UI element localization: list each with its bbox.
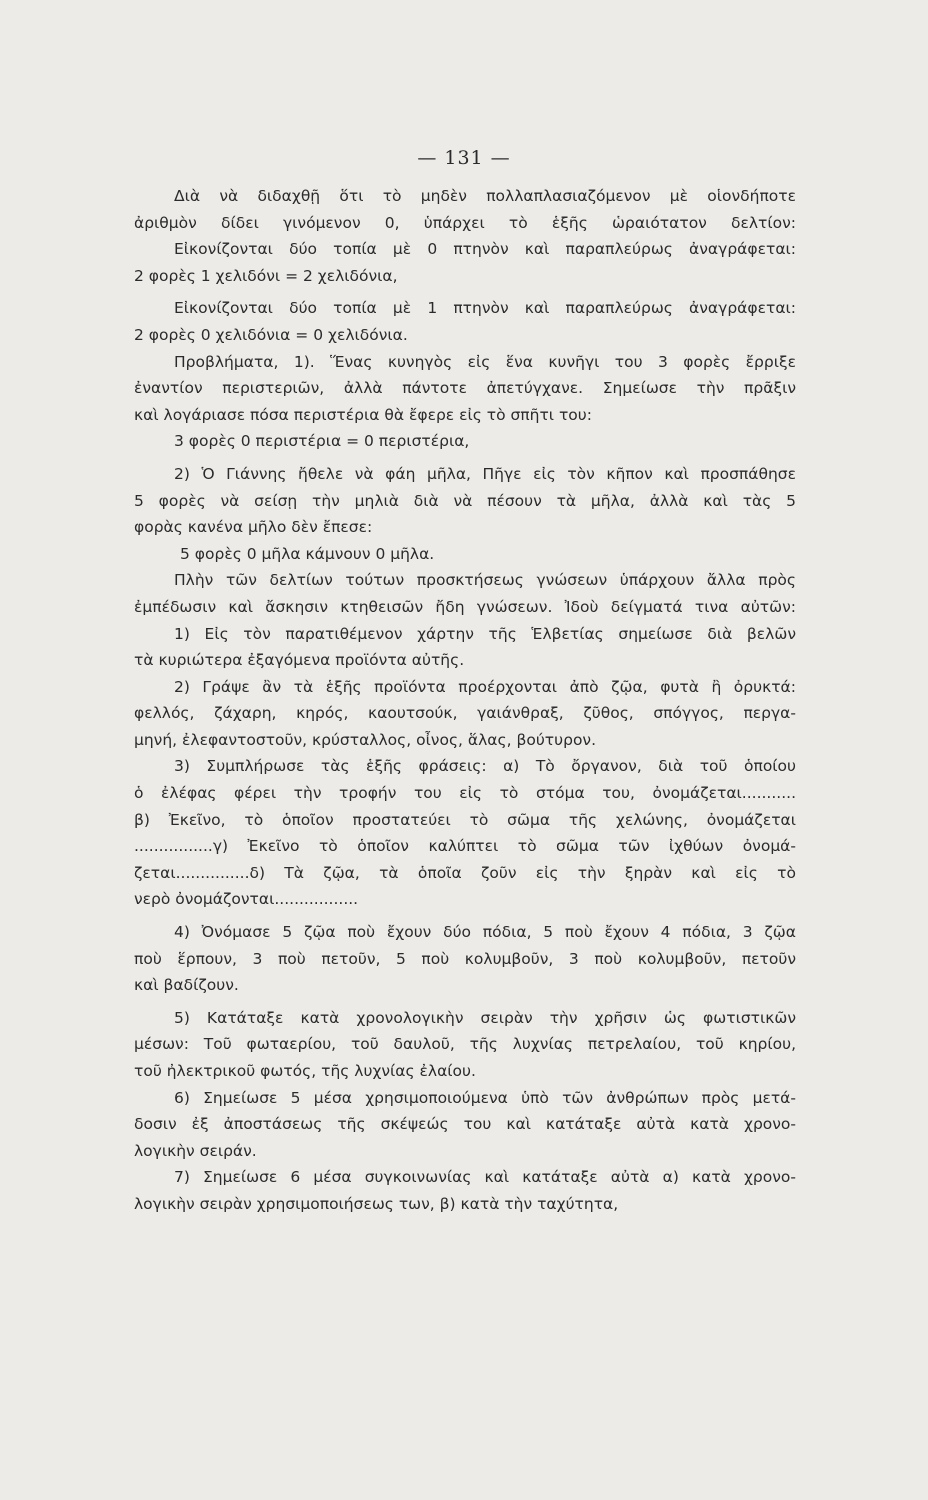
text-line: νερὸ ὀνομάζονται................. xyxy=(134,890,359,909)
text-line: Πλὴν τῶν δελτίων τούτων προσκτήσεως γνώσεων ὑπάρχουν ἄλλα πρὸς xyxy=(174,571,796,590)
text-line: ζεται...............δ) Τὰ ζῷα, τὰ ὁποῖα ζοῦν εἰς τὴν ξηρὰν καὶ εἰς τὸ xyxy=(134,863,796,882)
text-line: β) Ἐκεῖνο, τὸ ὁποῖον προστατεύει τὸ σῶμα τῆς χελώνης, ὀνομάζεται xyxy=(134,810,796,829)
text-line: καὶ λογάριασε πόσα περιστέρια θὰ ἔφερε εἰς τὸ σπῆτι του: xyxy=(134,405,592,424)
text-line: φορὰς κανένα μῆλο δὲν ἔπεσε: xyxy=(134,518,373,537)
text-line: 2) Ὁ Γιάννης ἤθελε νὰ φάη μῆλα, Πῆγε εἰς τὸν κῆπον καὶ προσπάθησε xyxy=(174,464,796,483)
text-line: 2 φορὲς 1 χελιδόνι = 2 χελιδόνια, xyxy=(134,266,398,285)
text-line: ἐμπέδωσιν καὶ ἄσκησιν κτηθεισῶν ἤδη γνώσεων. Ἰδοὺ δείγματά τινα αὐτῶν: xyxy=(134,597,796,616)
text-line: μηνή, ἐλεφαντοστοῦν, κρύσταλλος, οἶνος, ἅλας, βούτυρον. xyxy=(134,730,597,749)
text-line: 2) Γράψε ἂν τὰ ἑξῆς προϊόντα προέρχονται ἀπὸ ζῷα, φυτὰ ἢ ὀρυκτά: xyxy=(174,677,796,696)
text-line: ................γ) Ἐκεῖνο τὸ ὁποῖον καλύπτει τὸ σῶμα τῶν ἰχθύων ὀνομά- xyxy=(134,837,796,856)
text-line: 2 φορὲς 0 χελιδόνια = 0 χελιδόνια. xyxy=(134,325,408,344)
text-line: Διὰ νὰ διδαχθῇ ὅτι τὸ μηδὲν πολλαπλασιαζόμενον μὲ οἱονδήποτε xyxy=(174,187,796,205)
text-line: ἀριθμὸν δίδει γινόμενον 0, ὑπάρχει τὸ ἑξῆς ὡραιότατον δελτίον: xyxy=(134,213,796,232)
text-line: ἐναντίον περιστεριῶν, ἀλλὰ πάντοτε ἀπετύγχανε. Σημείωσε τὴν πρᾶξιν xyxy=(134,379,796,398)
text-line: Προβλήματα, 1). Ἕνας κυνηγὸς εἰς ἕνα κυνῆγι του 3 φορὲς ἔρριξε xyxy=(174,352,796,371)
page-body xyxy=(134,183,796,1218)
text-line: Εἰκονίζονται δύο τοπία μὲ 1 πτηνὸν καὶ παραπλεύρως ἀναγράφεται: xyxy=(174,299,796,318)
text-line: δοσιν ἐξ ἀποστάσεως τῆς σκέψεώς του καὶ κατάταξε αὐτὰ κατὰ χρονο- xyxy=(134,1115,796,1134)
text-line: μέσων: Τοῦ φωταερίου, τοῦ δαυλοῦ, τῆς λυχνίας πετρελαίου, τοῦ κηρίου, xyxy=(134,1035,796,1054)
text-line: φελλός, ζάχαρη, κηρός, καουτσούκ, γαιάνθραξ, ζῦθος, σπόγγος, περγα- xyxy=(134,704,796,723)
text-line: 4) Ὀνόμασε 5 ζῷα ποὺ ἔχουν δύο πόδια, 5 ποὺ ἔχουν 4 πόδια, 3 ζῷα xyxy=(174,923,796,942)
text-line: 5) Κατάταξε κατὰ χρονολογικὴν σειρὰν τὴν χρῆσιν ὡς φωτιστικῶν xyxy=(174,1008,796,1027)
text-line: λογικὴν σειράν. xyxy=(134,1141,257,1160)
text-line: Εἰκονίζονται δύο τοπία μὲ 0 πτηνὸν καὶ παραπλεύρως ἀναγράφεται: xyxy=(174,240,796,259)
text-line: τὰ κυριώτερα ἐξαγόμενα προϊόντα αὐτῆς. xyxy=(134,651,465,670)
text-line: λογικὴν σειρὰν χρησιμοποιήσεως των, β) κατὰ τὴν ταχύτητα, xyxy=(134,1194,619,1213)
text-line: καὶ βαδίζουν. xyxy=(134,976,239,995)
text-line: 5 φορὲς 0 μῆλα κάμνουν 0 μῆλα. xyxy=(180,544,435,563)
text-line: τοῦ ἠλεκτρικοῦ φωτός, τῆς λυχνίας ἐλαίου. xyxy=(134,1062,476,1080)
text-line: 5 φορὲς νὰ σείσῃ τὴν μηλιὰ διὰ νὰ πέσουν τὰ μῆλα, ἀλλὰ καὶ τὰς 5 xyxy=(134,491,796,510)
text-line: 6) Σημείωσε 5 μέσα χρησιμοποιούμενα ὑπὸ τῶν ἀνθρώπων πρὸς μετά- xyxy=(174,1088,796,1107)
text-line: 7) Σημείωσε 6 μέσα συγκοινωνίας καὶ κατάταξε αὐτὰ α) κατὰ χρονο- xyxy=(174,1168,796,1187)
text-line: 1) Εἰς τὸν παρατιθέμενον χάρτην τῆς Ἑλβετίας σημείωσε διὰ βελῶν xyxy=(174,624,796,643)
text-line: ὁ ἐλέφας φέρει τὴν τροφήν του εἰς τὸ στόμα του, ὀνομάζεται........... xyxy=(134,784,796,803)
text-line: 3 φορὲς 0 περιστέρια = 0 περιστέρια, xyxy=(174,432,470,451)
text-line: 3) Συμπλήρωσε τὰς ἑξῆς φράσεις: α) Τὸ ὄργανον, διὰ τοῦ ὁποίου xyxy=(174,757,796,776)
page-number: — 131 — xyxy=(417,147,511,169)
text-line: ποὺ ἕρπουν, 3 ποὺ πετοῦν, 5 ποὺ κολυμβοῦν, 3 ποὺ κολυμβοῦν, πετοῦν xyxy=(134,949,796,968)
